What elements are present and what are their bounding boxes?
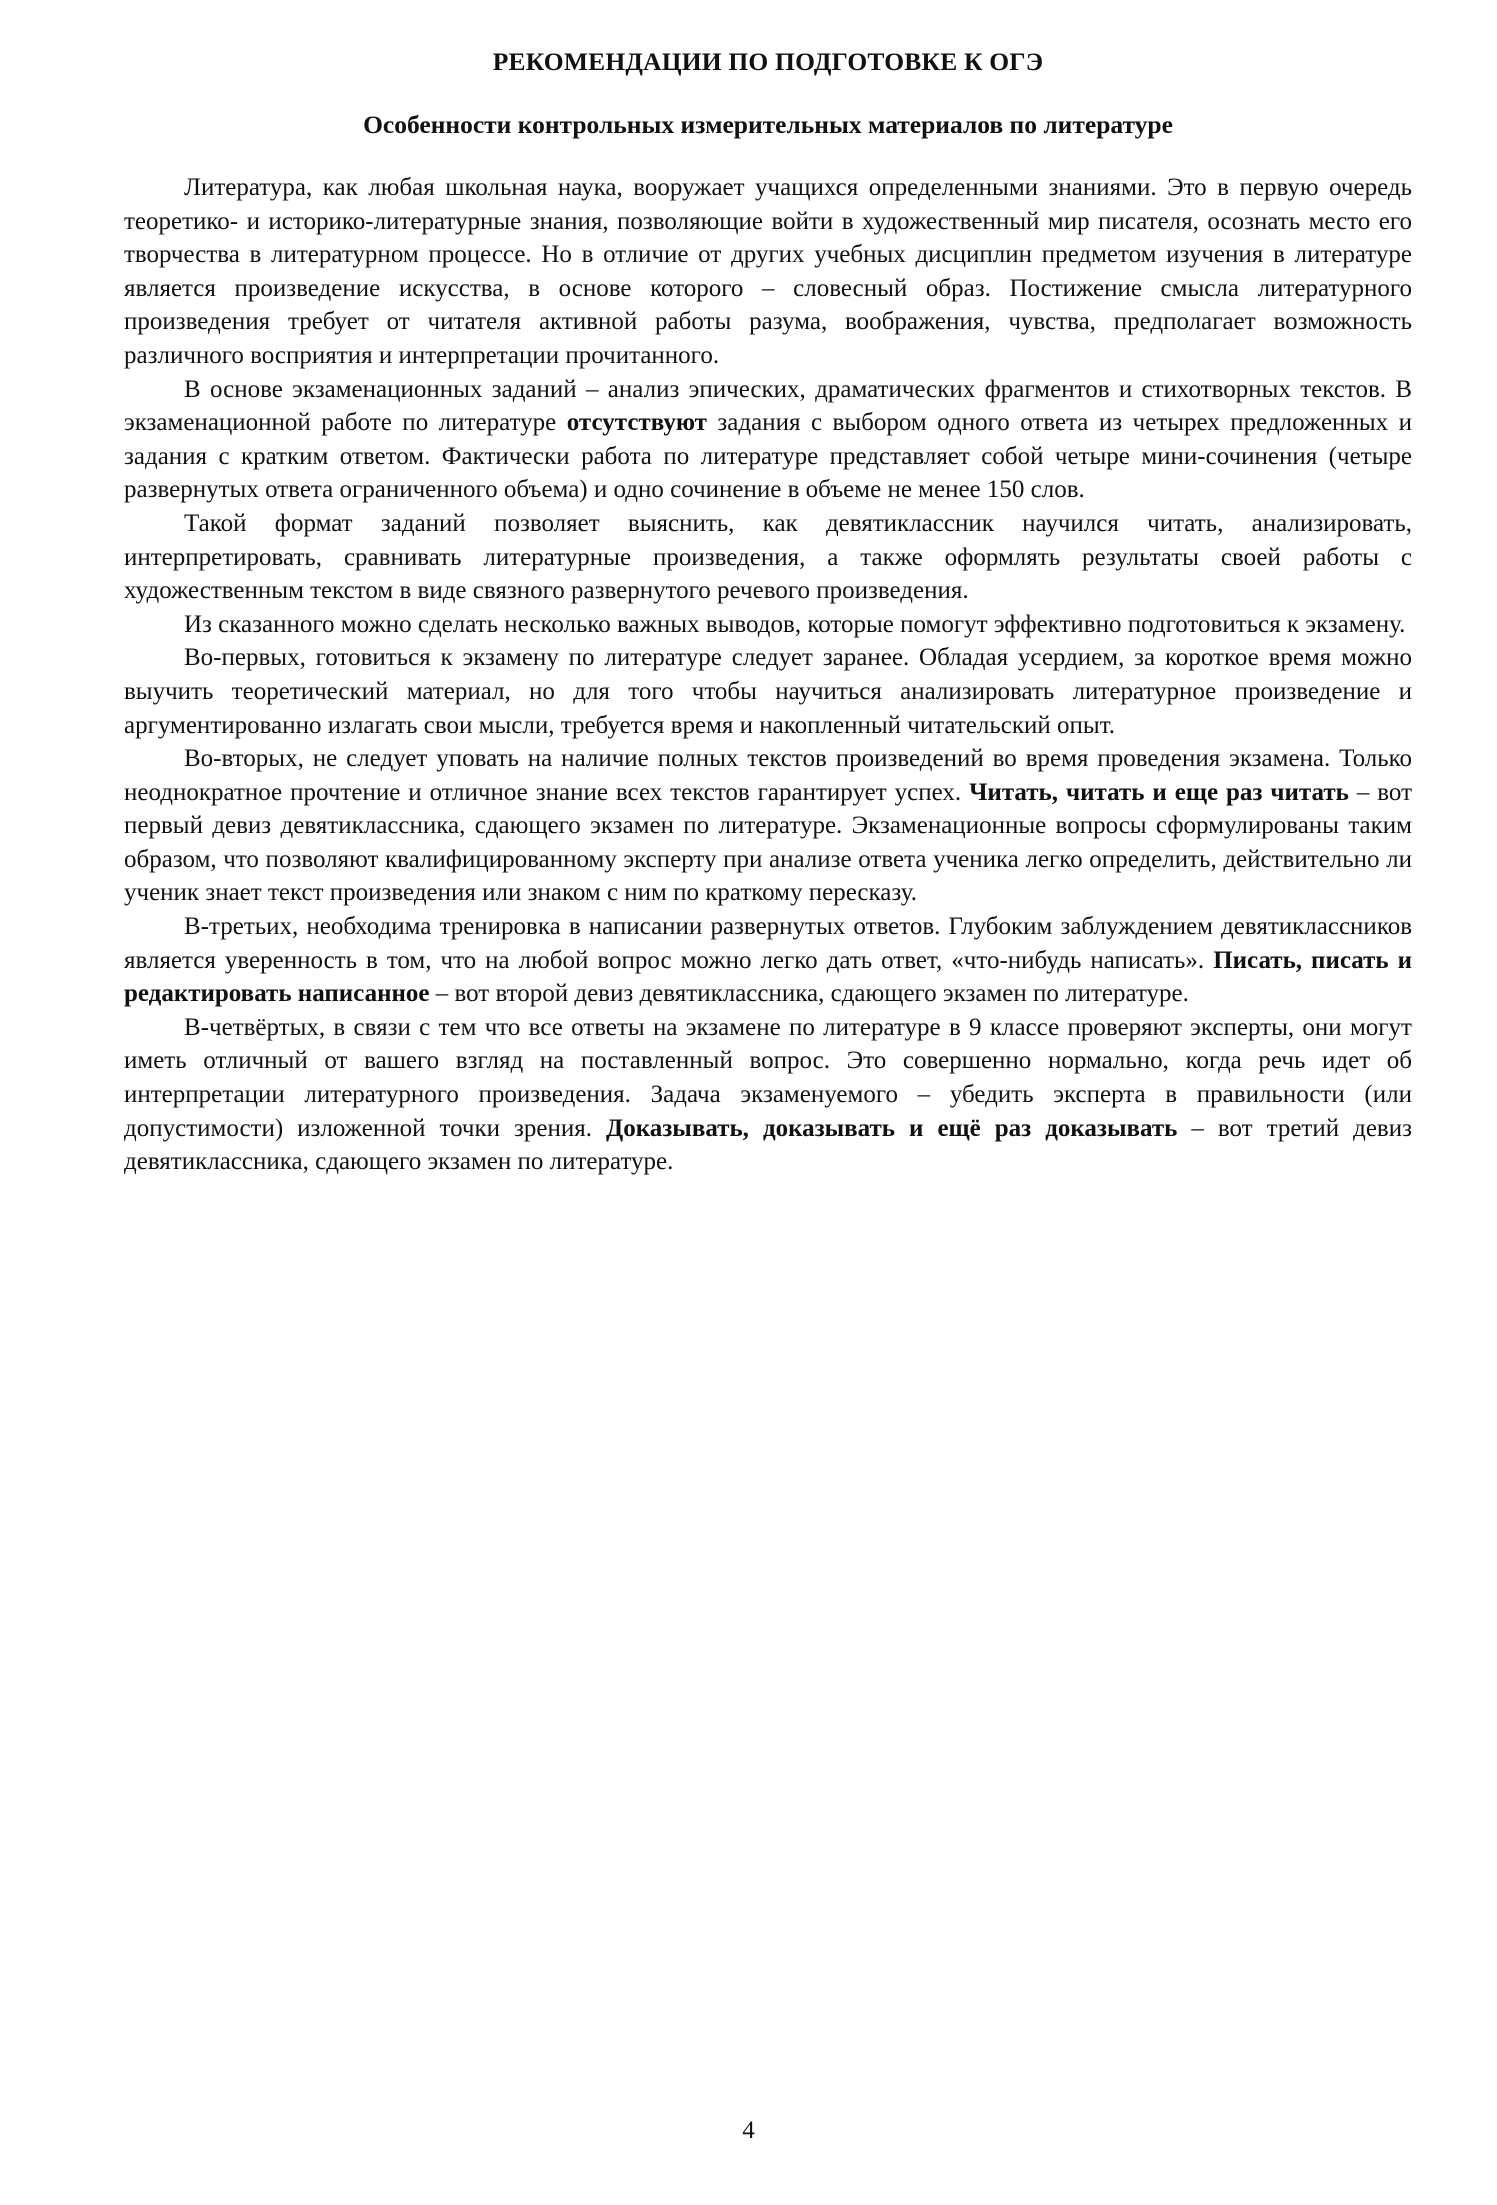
- paragraph-text: Во-первых, готовиться к экзамену по литературе следует заранее. Обладая усердием, за короткое время можно выучить теоретический материал, но для того чтобы научиться анализировать литературное произведение и аргументированно излагать свои мысли, требуется время и накопленный читательский опыт.: [124, 644, 1412, 739]
- paragraph: [124, 742, 1412, 910]
- section-subtitle: Особенности контрольных измерительных материалов по литературе: [363, 110, 1173, 139]
- paragraph-text: В-четвёртых, в связи с тем что все ответы на экзамене по литературе в 9 классе проверяют эксперты, они могут иметь отличный от вашего взгляд на поставленный вопрос. Это совершенно нормально, когда речь идет об интерпретации литературного произведения. Задача экзаменуемого – убедить эксперта в правильности (или допустимости) изложенной точки зрения.: [124, 1013, 1412, 1142]
- paragraph: [124, 373, 1412, 507]
- emphasized-text: Писать, писать и редактировать написанное: [124, 946, 1413, 1008]
- emphasized-text: Читать, читать и еще раз читать: [969, 778, 1349, 806]
- page-title: РЕКОМЕНДАЦИИ ПО ПОДГОТОВКЕ К ОГЭ: [492, 47, 1044, 76]
- paragraph-text: – вот второй девиз девятиклассника, сдающего экзамен по литературе.: [429, 980, 1189, 1008]
- document-page: [124, 46, 1412, 1179]
- paragraph-text: – вот первый девиз девятиклассника, сдающего экзамен по литературе. Экзаменационные вопросы сформулированы таким образом, что позволяют квалифицированному эксперту при анализе ответа ученика легко определить, действительно ли ученик знает текст произведения или знаком с ним по краткому пересказу.: [124, 778, 1413, 907]
- paragraph: [124, 608, 1412, 642]
- paragraph-text: В основе экзаменационных заданий – анализ эпических, драматических фрагментов и стихотворных текстов. В экзаменационной работе по литературе: [124, 375, 1412, 437]
- page-number: 4: [742, 2117, 755, 2144]
- paragraph-text: Литература, как любая школьная наука, вооружает учащихся определенными знаниями. Это в первую очередь теоретико- и историко-литературные знания, позволяющие войти в художественный мир писателя, осознать место его творчества в литературном процессе. Но в отличие от других учебных дисциплин предметом изучения в литературе является произведение искусства, в основе которого – словесный образ. Постижение смысла литературного произведения требует от читателя активной работы разума, воображения, чувства, предполагает возможность различного восприятия и интерпретации прочитанного.: [124, 174, 1412, 369]
- paragraph-text: задания с выбором одного ответа из четырех предложенных и задания с кратким ответом. Фактически работа по литературе представляет собой четыре мини-сочинения (четыре развернутых ответа ограниченного объема) и одно сочинение в объеме не менее 150 слов.: [124, 409, 1412, 504]
- paragraph-text: Такой формат заданий позволяет выяснить, как девятиклассник научился читать, анализировать, интерпретировать, сравнивать литературные произведения, а также оформлять результаты своей работы с художественным текстом в виде связного развернутого речевого произведения.: [124, 509, 1412, 605]
- paragraph: [124, 910, 1412, 1011]
- paragraph-text: – вот третий девиз девятиклассника, сдающего экзамен по литературе.: [124, 1114, 1412, 1176]
- emphasized-text: отсутствуют: [566, 409, 707, 437]
- paragraph: [124, 1011, 1412, 1179]
- body-text: [124, 171, 1412, 1179]
- paragraph: [124, 641, 1412, 742]
- emphasized-text: Доказывать, доказывать и ещё раз доказывать: [606, 1114, 1178, 1142]
- paragraph-text: В-третьих, необходима тренировка в написании развернутых ответов. Глубоким заблуждением девятиклассников является уверенность в том, что на любой вопрос можно легко дать ответ, «что-нибудь написать».: [124, 913, 1412, 974]
- paragraph: [124, 507, 1412, 608]
- paragraph-text: Во-вторых, не следует уповать на наличие полных текстов произведений во время проведения экзамена. Только неоднократное прочтение и отличное знание всех текстов гарантирует успех.: [124, 745, 1412, 806]
- paragraph: [124, 171, 1412, 373]
- paragraph-text: Из сказанного можно сделать несколько важных выводов, которые помогут эффективно подготовиться к экзамену.: [184, 610, 1406, 638]
